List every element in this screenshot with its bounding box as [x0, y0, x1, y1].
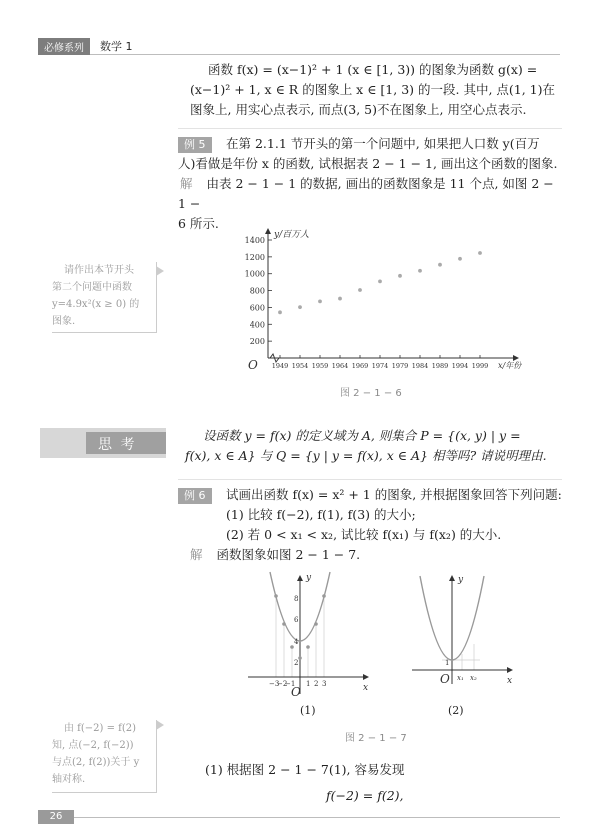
data-point	[398, 274, 402, 278]
example-6-tag: 例 6	[178, 488, 212, 504]
margin-note-1	[52, 262, 157, 333]
solution-6-tag: 解	[190, 547, 203, 562]
y-tick-label: 1	[445, 659, 450, 667]
data-point	[318, 299, 322, 303]
data-point	[438, 263, 442, 267]
think-line-1: 设函数 y = f(x) 的定义域为 A, 则集合 P = {(x, y) | y =	[203, 428, 521, 443]
scatter-plot-area	[245, 228, 523, 372]
y-axis-arrow	[265, 228, 271, 234]
parabola-graph-1	[244, 570, 374, 698]
example-6-line-3: (2) 若 0 < x₁ < x₂, 试比较 f(x₁) 与 f(x₂) 的大小.	[226, 527, 502, 542]
y-tick-label: 1200	[244, 252, 265, 262]
y-tick-label: 2	[294, 659, 299, 667]
x-tick-label: −2	[277, 680, 288, 688]
margin-note-2-line-3: 与点(2, f(2))关于 y	[52, 757, 140, 768]
book-title: 数学 1	[100, 40, 133, 53]
margin-note-2-line-2: 知, 点(−2, f(−2))	[52, 740, 134, 751]
example-5-text	[178, 134, 562, 234]
x-tick-label: 2	[314, 680, 319, 688]
x-tick-label: −3	[269, 680, 280, 688]
think-label: 思 考	[98, 437, 137, 453]
footer-line	[38, 817, 560, 818]
x-axis-label-2: x	[507, 676, 513, 686]
solution-6-line: 函数图象如图 2 − 1 − 7.	[216, 547, 361, 562]
data-point	[478, 251, 482, 255]
paragraph-1-line-2: (x−1)² + 1, x ∈ R 的图象上 x ∈ [1, 3) 的一段. 其中, 点(1, 1)在	[190, 82, 555, 97]
series-tag: 必修系列	[38, 38, 90, 55]
margin-note-1-line-1: 请作出本节开头	[64, 265, 134, 276]
parabola-graph-2	[408, 572, 518, 688]
paragraph-1	[190, 60, 570, 120]
margin-note-1-line-4: 图象.	[52, 316, 76, 327]
x-tick-label: 1969	[351, 362, 369, 370]
think-line-2: f(x), x ∈ A} 与 Q = {y | y = f(x), x ∈ A} 相等吗? 请说明理由.	[185, 448, 547, 463]
x-tick-label: 1999	[471, 362, 489, 370]
margin-note-2	[52, 720, 157, 793]
think-text	[185, 426, 565, 466]
data-point	[378, 279, 382, 283]
x-tick-label: 1989	[431, 362, 449, 370]
y-axis-label-2: y	[458, 575, 464, 585]
x-tick-label: 1974	[371, 362, 389, 370]
y-tick-label: 8	[294, 595, 299, 603]
margin-note-1-line-3: y=4.9x²(x ≥ 0) 的	[52, 299, 140, 310]
figure-2-1-7-caption: 图 2 − 1 − 7	[345, 733, 407, 744]
solution-5-line-1: 由表 2 − 1 − 1 的数据, 画出的函数图象是 11 个点, 如图 2 − 1 −	[178, 176, 554, 211]
x-axis-label: x/年份	[498, 361, 522, 370]
x-tick-label: 1959	[311, 362, 329, 370]
example-5-line-1: 在第 2.1.1 节开头的第一个问题中, 如果把人口数 y(百万	[226, 136, 540, 151]
margin-note-1-line-2: 第二个问题中函数	[52, 282, 132, 293]
page-number: 26	[38, 810, 74, 824]
data-point	[338, 297, 342, 301]
data-point	[458, 257, 462, 261]
x-axis-label-1: x	[363, 683, 369, 693]
margin-note-2-line-1: 由 f(−2) = f(2)	[64, 723, 137, 734]
conclusion-line-1: (1) 根据图 2 − 1 − 7(1), 容易发现	[205, 762, 405, 777]
y-tick-label: 800	[249, 286, 265, 296]
x-tick-label: 3	[322, 680, 327, 688]
x-tick-label: x₂	[470, 674, 477, 682]
data-point	[278, 310, 282, 314]
data-point	[418, 269, 422, 273]
figure-2-1-7-label-1: (1)	[300, 704, 316, 717]
y-axis-label: y/百万人	[274, 230, 310, 240]
conclusion-formula: f(−2) = f(2),	[326, 788, 404, 803]
data-point	[298, 305, 302, 309]
example-5-line-2: 人)看做是年份 x 的函数, 试根据表 2 − 1 − 1, 画出这个函数的图象.	[178, 156, 558, 171]
paragraph-1-line-3: 图象上, 用实心点表示, 而点(3, 5)不在图象上, 用空心点表示.	[190, 102, 527, 117]
y-tick-label: 1000	[244, 269, 265, 279]
x-tick-label: 1979	[391, 362, 409, 370]
origin-label-2: O	[440, 672, 450, 686]
example-6-line-2: (1) 比较 f(−2), f(1), f(3) 的大小;	[226, 507, 416, 522]
x-tick-label: x₁	[457, 674, 464, 682]
solution-5-tag: 解	[180, 176, 193, 191]
x-tick-label: 1	[306, 680, 311, 688]
x-tick-label: 1964	[331, 362, 349, 370]
y-tick-label: 6	[294, 616, 299, 624]
example-6-text	[178, 485, 562, 565]
y-tick-label: 400	[249, 320, 265, 330]
margin-note-2-line-4: 轴对称.	[52, 774, 86, 785]
section-divider-2	[178, 479, 562, 480]
origin-label-1: O	[291, 685, 301, 698]
x-tick-label: 1994	[451, 362, 469, 370]
figure-2-1-6-caption: 图 2 − 1 − 6	[340, 388, 402, 399]
figure-2-1-7-label-2: (2)	[448, 704, 464, 717]
solution-5-line-2: 6 所示.	[178, 216, 219, 231]
origin-label: O	[248, 358, 258, 372]
x-tick-label: 1984	[411, 362, 429, 370]
y-tick-label: 4	[294, 638, 299, 646]
example-5-tag: 例 5	[178, 137, 212, 153]
data-point	[358, 288, 362, 292]
y-tick-label: 1400	[244, 236, 265, 245]
margin-note-2-pointer	[156, 720, 164, 730]
section-divider-1	[178, 128, 562, 129]
population-scatter-chart	[228, 228, 528, 378]
x-tick-label: 1949	[271, 362, 289, 370]
margin-note-1-pointer	[156, 266, 164, 276]
y-tick-label: 600	[249, 303, 265, 313]
x-tick-label: −1	[285, 680, 296, 688]
y-axis-label-1: y	[306, 573, 312, 583]
example-6-line-1: 试画出函数 f(x) = x² + 1 的图象, 并根据图象回答下列问题:	[226, 487, 562, 502]
paragraph-1-line-1: 函数 f(x) = (x−1)² + 1 (x ∈ [1, 3)) 的图象为函数 g(x) =	[208, 62, 538, 77]
x-tick-label: 1954	[291, 362, 309, 370]
y-tick-label: 200	[249, 337, 265, 347]
